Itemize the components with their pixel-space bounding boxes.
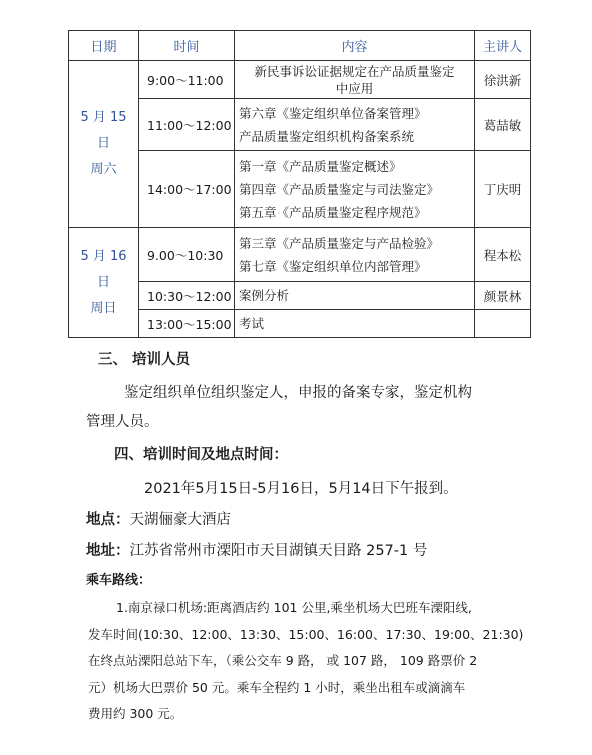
- content-line: 第三章《产品质量鉴定与产品检验》: [239, 235, 440, 251]
- content-line: 案例分析: [239, 288, 290, 303]
- weekday-day2: 周日: [90, 300, 117, 316]
- content-line: 第七章《鉴定组织单位内部管理》: [239, 258, 427, 274]
- content-cell: [235, 228, 475, 282]
- table-row: [69, 99, 531, 151]
- date-cell-day1: [69, 61, 139, 228]
- speaker-cell: 徐洪新: [475, 61, 531, 99]
- address-value: 江苏省常州市溧阳市天目湖镇天目路 257-1 号: [129, 543, 428, 559]
- table-row: [69, 151, 531, 228]
- content-line: 第四章《产品质量鉴定与司法鉴定》: [239, 181, 440, 197]
- location-label: 地点：: [86, 512, 130, 528]
- section-4-title: 四、培训时间及地点时间：: [114, 447, 288, 463]
- content-line: 考试: [239, 316, 265, 331]
- content-line: 第六章《鉴定组织单位备案管理》: [239, 105, 427, 121]
- time-cell: 14:00～17:00: [139, 151, 235, 228]
- route-line: 1.南京禄口机场:距离酒店约 101 公里,乘坐机场大巴班车溧阳线,: [116, 600, 472, 615]
- speaker-cell: 程本松: [475, 228, 531, 282]
- training-time-text: 2021年5月15日-5月16日，5月14日下午报到。: [144, 481, 458, 497]
- speaker-cell: 丁庆明: [475, 151, 531, 228]
- location-value: 天湖俪豪大酒店: [129, 512, 231, 528]
- speaker-cell: 颜景林: [475, 282, 531, 310]
- content-line: 第五章《产品质量鉴定程序规范》: [239, 204, 427, 220]
- content-line: 中应用: [335, 80, 374, 96]
- content-cell: [235, 61, 475, 99]
- section-3-body-line2: 管理人员。: [86, 414, 159, 430]
- schedule-table: [68, 30, 531, 338]
- speaker-cell: 葛喆敏: [475, 99, 531, 151]
- content-cell: [235, 151, 475, 228]
- route-title: 乘车路线：: [86, 573, 152, 588]
- content-line: 产品质量鉴定组织机构备案系统: [239, 128, 415, 144]
- content-line: 新民事诉讼证据规定在产品质量鉴定: [254, 63, 455, 79]
- time-cell: 13:00～15:00: [139, 310, 235, 338]
- speaker-cell: [475, 310, 531, 338]
- route-line: 在终点站溧阳总站下车，（乘公交车 9 路， 或 107 路， 109 路票价 2: [88, 653, 478, 668]
- route-line: 发车时间(10:30、12:00、13:30、15:00、16:00、17:30、19:00、21:30): [88, 627, 524, 642]
- table-header-row: [69, 31, 531, 61]
- header-time: 时间: [139, 31, 235, 61]
- header-speaker: 主讲人: [475, 31, 531, 61]
- section-3-title: 三、 培训人员: [98, 352, 191, 368]
- section-3-body-line1: 鉴定组织单位组织鉴定人，申报的备案专家，鉴定机构: [124, 385, 472, 401]
- route-line: 元）机场大巴票价 50 元。乘车全程约 1 小时，乘坐出租车或滴滴车: [88, 680, 466, 695]
- time-cell: 9.00～10:30: [139, 228, 235, 282]
- table-row: [69, 61, 531, 99]
- address-line: [86, 539, 427, 560]
- location-line: [86, 508, 231, 529]
- date-day1: 5 月 15 日: [80, 110, 127, 151]
- table-row: [69, 228, 531, 282]
- table-row: [69, 310, 531, 338]
- time-cell: 10:30～12:00: [139, 282, 235, 310]
- route-line: 费用约 300 元。: [88, 706, 183, 721]
- header-content: 内容: [235, 31, 475, 61]
- content-line: 第一章《产品质量鉴定概述》: [239, 158, 402, 174]
- table-row: [69, 282, 531, 310]
- time-cell: 11:00～12:00: [139, 99, 235, 151]
- header-date: 日期: [69, 31, 139, 61]
- content-cell: [235, 310, 475, 338]
- date-day2: 5 月 16 日: [80, 248, 127, 290]
- address-label: 地址：: [86, 543, 130, 559]
- date-cell-day2: [69, 228, 139, 338]
- content-cell: [235, 282, 475, 310]
- time-cell: 9:00～11:00: [139, 61, 235, 99]
- weekday-day1: 周六: [90, 162, 117, 177]
- content-cell: [235, 99, 475, 151]
